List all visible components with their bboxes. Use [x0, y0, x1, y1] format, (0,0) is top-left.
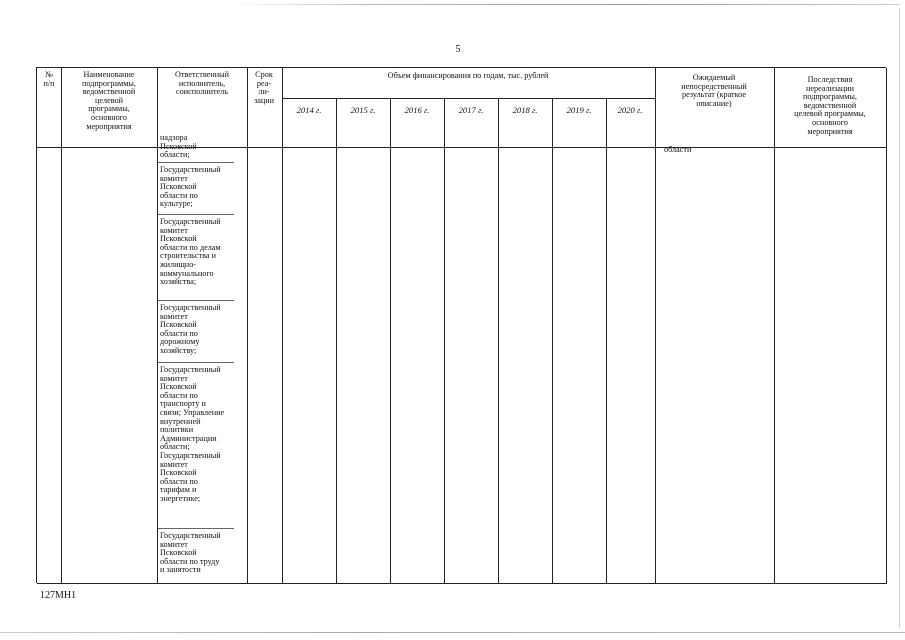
document-code: 127МН1 — [40, 590, 77, 601]
header-responsible: Ответственный исполнитель, соисполнитель — [175, 70, 229, 97]
header-expected-result: Ожидаемый непосредственный результат (краткое описание) — [681, 73, 747, 108]
year-2018: 2018 г. — [512, 105, 538, 115]
col-divider — [282, 68, 283, 584]
year-2019: 2019 г. — [566, 105, 592, 115]
group-separator — [158, 300, 234, 301]
year-2014: 2014 г. — [296, 105, 322, 115]
col-divider — [606, 98, 607, 584]
col-divider — [886, 68, 887, 584]
header-term: Срок реа- ли- зации — [253, 70, 274, 105]
scan-artifact-edge — [899, 8, 900, 628]
year-2017: 2017 г. — [458, 105, 484, 115]
col-divider — [655, 68, 656, 584]
header-consequences: Последствия нереализации подпрограммы, ведомственной целевой программы, основного мероприятия — [794, 75, 866, 136]
col-divider — [247, 68, 248, 584]
responsible-group: Государственный комитет Псковской области по дорожному хозяйству; — [160, 303, 221, 355]
col-divider — [157, 68, 158, 584]
col-divider — [336, 98, 337, 584]
scan-artifact-bottom — [0, 632, 905, 633]
responsible-group: Государственный комитет Псковской области по труду и занятости — [160, 531, 221, 575]
page-number: 5 — [455, 44, 461, 55]
col-divider — [552, 98, 553, 584]
group-separator — [158, 528, 234, 529]
header-name: Наименование подпрограммы, ведомственной целевой программы, основного мероприятия — [82, 70, 136, 131]
col-divider — [61, 68, 62, 584]
group-separator — [158, 214, 234, 215]
group-separator — [158, 162, 234, 163]
year-2020: 2020 г. — [617, 105, 643, 115]
col-divider — [774, 68, 775, 584]
header-number: № п/п — [43, 70, 55, 88]
col-divider — [444, 98, 445, 584]
responsible-group: Государственный комитет Псковской области по делам строительства и жилищно- коммунального хозяйства; — [160, 217, 221, 287]
responsible-group: Государственный комитет Псковской области по транспорту и связи; Управление внутренней политики Администрации области; Государственный комитет Псковской области по тарифам и энергетике; — [160, 365, 225, 503]
row-divider — [37, 583, 887, 584]
responsible-group: надзора Псковской области; — [160, 133, 197, 160]
group-separator — [158, 362, 234, 363]
col-divider — [390, 98, 391, 584]
expected-result-text: области — [664, 145, 692, 154]
header-funding: Объем финансирования по годам, тыс. рублей — [387, 71, 549, 80]
col-divider — [498, 98, 499, 584]
scan-artifact-top — [230, 4, 900, 5]
responsible-group: Государственный комитет Псковской области по культуре; — [160, 165, 221, 209]
year-2015: 2015 г. — [350, 105, 376, 115]
row-divider — [282, 98, 655, 99]
year-2016: 2016 г. — [404, 105, 430, 115]
